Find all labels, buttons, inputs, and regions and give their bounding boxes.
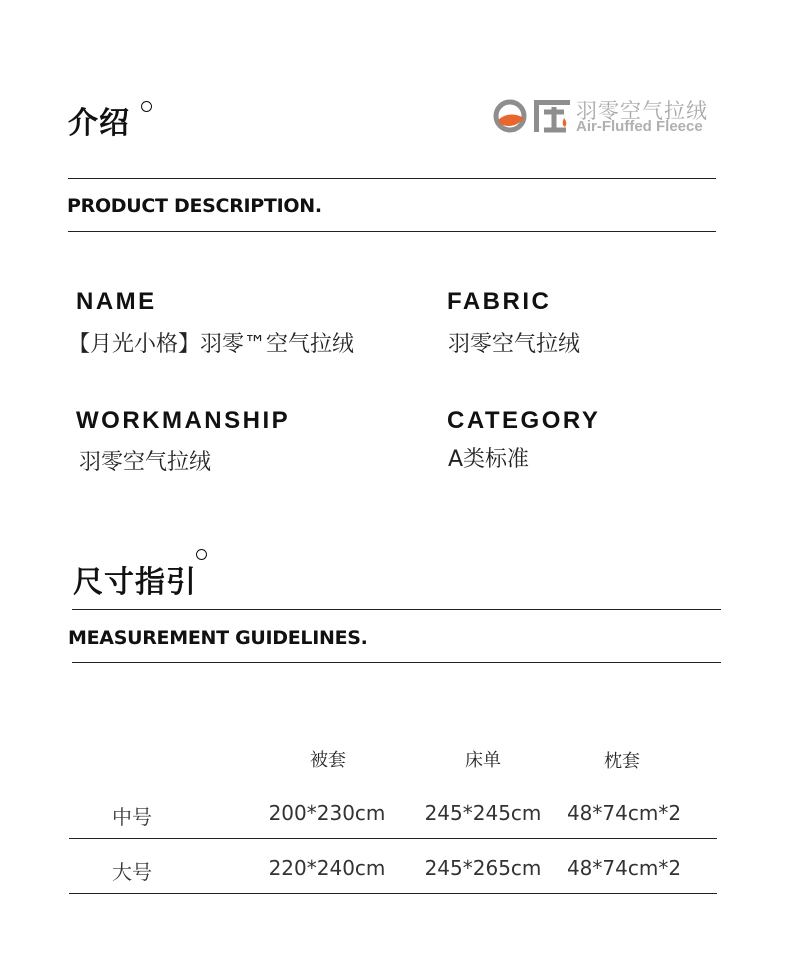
divider	[72, 662, 721, 663]
table-row-label: 中号	[112, 805, 152, 829]
table-cell: 245*245cm	[424, 801, 542, 825]
table-row-label: 大号	[112, 860, 152, 884]
sizes-subtitle: MEASUREMENT GUIDELINES.	[68, 627, 368, 649]
sizes-title: 尺寸指引	[73, 565, 197, 600]
spec-label-workmanship: WORKMANSHIP	[76, 407, 291, 434]
logo-mark-icon	[492, 96, 572, 136]
table-cell: 245*265cm	[424, 856, 542, 880]
intro-title: 介绍	[68, 106, 130, 141]
divider	[68, 231, 716, 232]
spec-label-fabric: FABRIC	[447, 288, 552, 315]
table-cell: 48*74cm*2	[566, 801, 682, 825]
divider	[72, 609, 721, 610]
spec-value-name: 【月光小格】羽零™空气拉绒	[68, 332, 355, 357]
title-circle-icon	[141, 101, 152, 112]
spec-value-workmanship: 羽零空气拉绒	[79, 450, 212, 475]
spec-value-fabric: 羽零空气拉绒	[448, 332, 581, 357]
table-divider	[69, 838, 717, 839]
table-header-duvet: 被套	[310, 750, 346, 771]
spec-label-category: CATEGORY	[447, 407, 601, 434]
table-cell: 220*240cm	[268, 856, 386, 880]
intro-subtitle: PRODUCT DESCRIPTION.	[67, 195, 322, 217]
table-cell: 48*74cm*2	[566, 856, 682, 880]
table-header-sheet: 床单	[465, 750, 501, 771]
table-cell: 200*230cm	[268, 801, 386, 825]
table-header-pillowcase: 枕套	[604, 751, 640, 772]
logo-chinese-text: 羽零空气拉绒	[576, 99, 708, 123]
logo-english-text: Air-Fluffed Fleece	[576, 118, 703, 135]
table-divider	[69, 893, 717, 894]
title-circle-icon	[196, 549, 207, 560]
spec-label-name: NAME	[76, 288, 157, 315]
spec-value-category: A类标准	[448, 447, 530, 472]
divider	[68, 178, 716, 179]
brand-logo	[492, 95, 707, 137]
